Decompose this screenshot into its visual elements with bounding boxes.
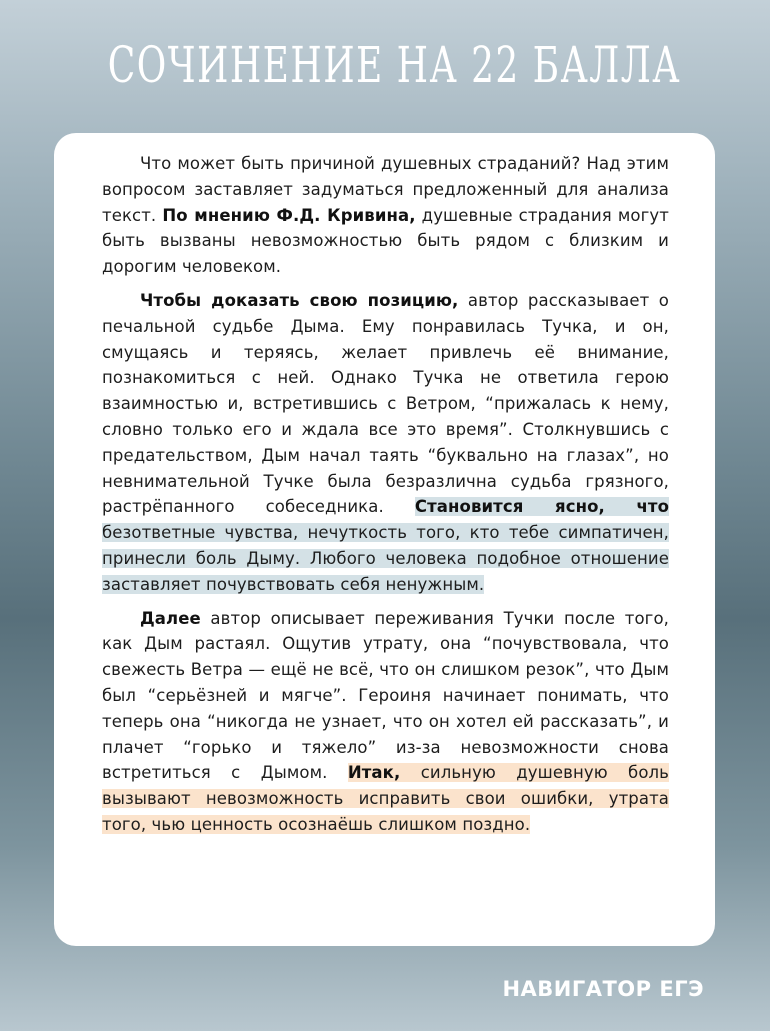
- paragraph-text: автор описывает переживания Тучки после того, как Дым растаял. Ощутив утрату, она “почувствовала, что свежесть Ветра — ещё не всё, что он слишком резок”, что Дым был “серьёзней и мягче”. Героиня начинает понимать, что теперь она “никогда не узнает, что он хотел ей рассказать”, и плачет “горько и тяжело” из-за невозможности снова встретиться с Дымом.: [102, 608, 669, 783]
- highlight-text: безответные чувства, нечуткость того, кто тебе симпатичен, принесли боль Дыму. Любого человека подобное отношение заставляет почувствовать себя ненужным.: [102, 523, 669, 594]
- paragraph-text: автор рассказывает о печальной судьбе Дыма. Ему понравилась Тучка, и он, смущаясь и теряясь, желает привлечь её внимание, познакомиться с ней. Однако Тучка не ответила герою взаимностью и, встретившись с Ветром, “прижалась к нему, словно только его и ждала все это время”. Столкнувшись с предательством, Дым начал таять “буквально на глазах”, но невнимательной Тучке была безразлична судьба грязного, растрёпанного собеседника.: [102, 290, 669, 517]
- argument-intro-bold: Чтобы доказать свою позицию,: [140, 290, 459, 310]
- paragraph-text: Что может быть причиной душевных страданий? Над этим вопросом заставляет задуматься предложенный для анализа текст.: [102, 154, 669, 225]
- essay-paragraph-3: [102, 606, 669, 838]
- author-position-bold: По мнению Ф.Д. Кривина,: [162, 205, 416, 225]
- page-title: СОЧИНЕНИЕ НА 22 БАЛЛА: [107, 36, 681, 94]
- essay-paragraph-2: [102, 288, 669, 598]
- highlight-text: сильную душевную боль вызывают невозможность исправить свои ошибки, утрата того, чью ценность осознаёшь слишком поздно.: [102, 763, 670, 834]
- essay-paragraph-1: [102, 151, 669, 280]
- brand-footer: НАВИГАТОР ЕГЭ: [502, 977, 704, 1001]
- conclusion-intro-bold: Становится ясно, что: [414, 497, 670, 517]
- final-conclusion-bold: Итак,: [347, 763, 401, 783]
- second-argument-bold: Далее: [140, 608, 201, 628]
- essay-card: [54, 133, 715, 946]
- paragraph-text: душевные страдания могут быть вызваны невозможностью быть рядом с близким и дорогим человеком.: [102, 205, 669, 277]
